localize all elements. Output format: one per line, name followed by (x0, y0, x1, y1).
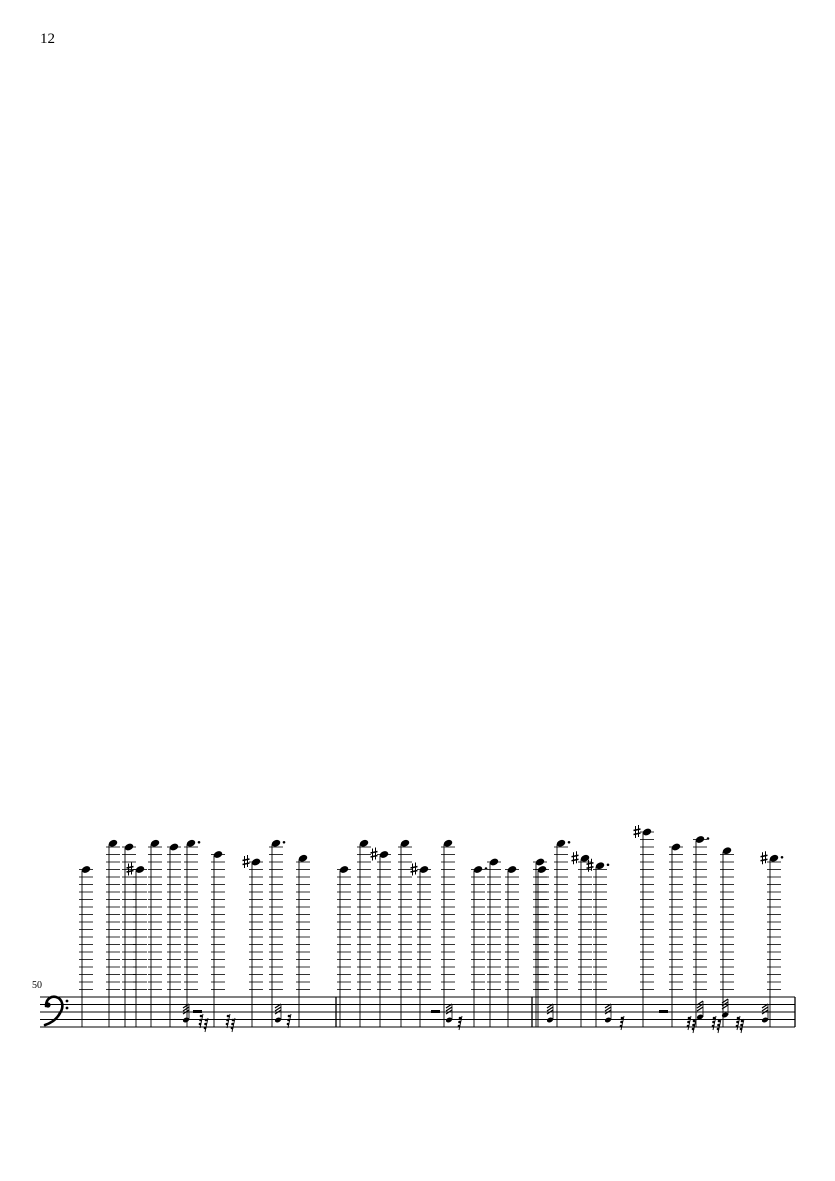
sixteenth-note-icon (182, 1004, 190, 1023)
dot (283, 841, 286, 844)
note (695, 835, 710, 1027)
dot (781, 856, 784, 859)
note (169, 842, 179, 1027)
note (400, 839, 410, 1027)
staff-lines (40, 997, 795, 1027)
note (587, 859, 610, 1027)
sharp-icon (243, 855, 250, 868)
note (535, 857, 545, 1027)
dot (198, 841, 201, 844)
rest-icon (458, 1016, 462, 1030)
rest-icon (717, 1019, 721, 1033)
sharp-icon (127, 863, 134, 876)
rest-icon (692, 1019, 696, 1033)
rest-icon (226, 1014, 230, 1028)
sixteenth-note-icon (721, 999, 729, 1018)
dot (607, 863, 610, 866)
dot (568, 841, 571, 844)
note (489, 857, 499, 1027)
rest-icon (736, 1016, 740, 1030)
rest-icon (287, 1014, 291, 1028)
rest-icon (712, 1016, 716, 1030)
half-rest-icon (659, 1010, 668, 1013)
rest-icon (231, 1018, 235, 1032)
sharp-icon (371, 848, 378, 861)
measure-number: 50 (32, 980, 42, 991)
note (81, 865, 91, 1027)
sixteenth-note-icon (761, 1004, 769, 1023)
sixteenth-note-icon (604, 1004, 612, 1023)
ledger-lines (79, 832, 781, 990)
sixteenth-note-icon (274, 1004, 282, 1023)
page-number: 12 (40, 31, 55, 47)
sharp-icon (572, 851, 579, 864)
note (186, 839, 201, 1027)
note (507, 865, 517, 1027)
note (339, 865, 349, 1027)
sixteenth-note-icon (696, 1001, 704, 1020)
half-rest-icon (193, 1010, 202, 1013)
sharp-icon (634, 825, 641, 838)
rest-icon (620, 1016, 624, 1030)
note (537, 865, 547, 1027)
sharp-icon (411, 863, 418, 876)
rest-icon (199, 1014, 203, 1028)
bass-clef-icon (45, 997, 68, 1025)
rest-icon (740, 1019, 744, 1033)
note (671, 842, 681, 1027)
note (150, 839, 160, 1027)
note (473, 865, 488, 1027)
dot (485, 867, 488, 870)
note (271, 839, 286, 1027)
sixteenth-note-icon (445, 1004, 453, 1023)
sharp-icon (761, 851, 768, 864)
sixteenth-note-icon (546, 1004, 554, 1023)
note (359, 839, 369, 1027)
note (298, 854, 308, 1027)
note (108, 839, 118, 1027)
note (572, 851, 591, 1027)
note (443, 839, 453, 1027)
dot (707, 837, 710, 840)
note (243, 855, 262, 1027)
rest-icon (204, 1018, 208, 1032)
note (556, 839, 571, 1027)
half-rest-icon (431, 1010, 440, 1013)
note (213, 850, 223, 1027)
rest-icon (687, 1016, 691, 1030)
note (761, 851, 784, 1027)
